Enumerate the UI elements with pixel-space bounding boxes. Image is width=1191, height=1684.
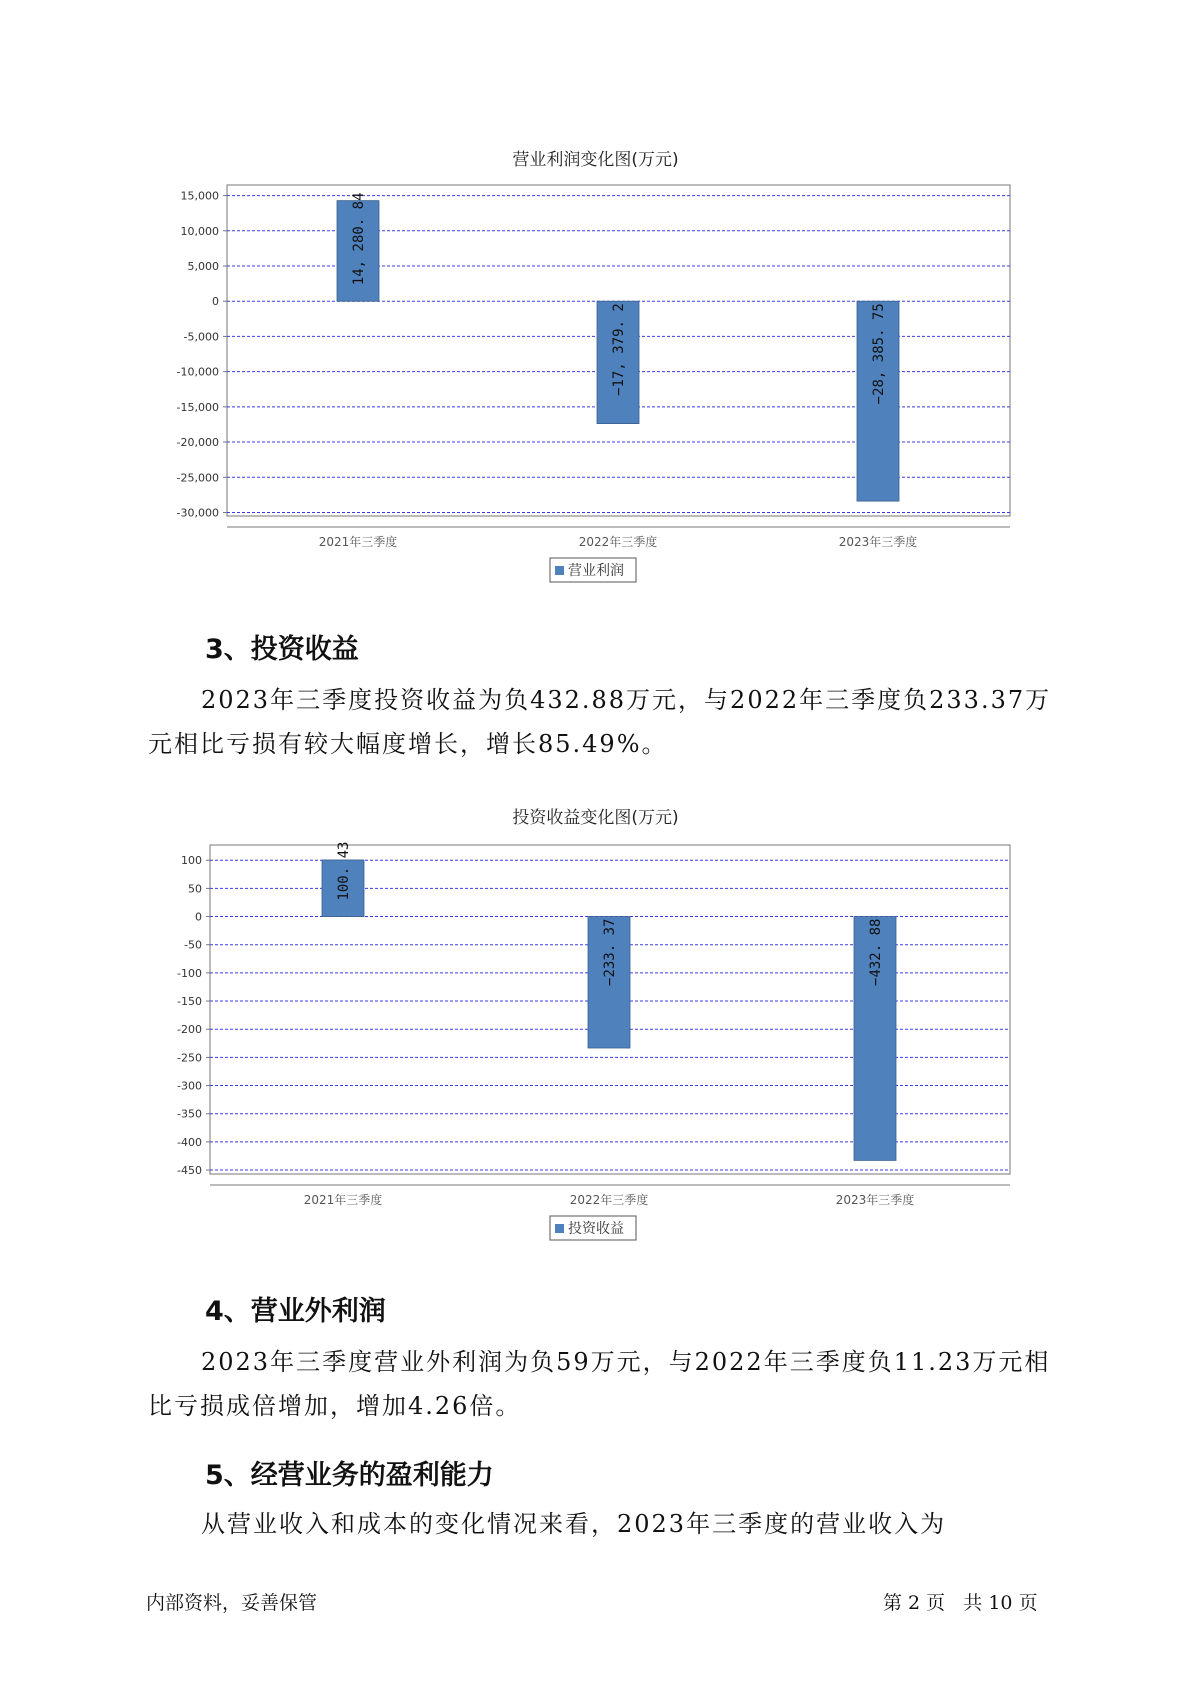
y-tick-label: -350	[177, 1107, 202, 1121]
y-tick-label: -5,000	[183, 330, 219, 344]
x-tick-label: 2023年三季度	[838, 535, 918, 549]
x-tick-label: 2022年三季度	[569, 1193, 649, 1207]
y-tick-label: -30,000	[176, 506, 219, 520]
y-tick-label: -20,000	[176, 436, 219, 450]
y-tick-label: 0	[195, 910, 202, 924]
y-tick-label: -300	[177, 1079, 202, 1093]
page-current: 2	[908, 1592, 921, 1614]
y-tick-label: 5,000	[187, 259, 219, 273]
operating-profit-chart	[0, 170, 1191, 590]
legend-swatch	[555, 1224, 564, 1233]
legend-swatch	[555, 566, 564, 575]
x-tick-label: 2021年三季度	[303, 1193, 383, 1207]
section4-paragraph: 2023年三季度营业外利润为负59万元，与2022年三季度负11.23万元相比亏损成倍增加，增加4.26倍。	[148, 1348, 1051, 1420]
section4-heading: 4、营业外利润	[205, 1296, 386, 1327]
bar-value-label: −432. 88	[868, 918, 884, 986]
y-tick-label: -25,000	[176, 471, 219, 485]
page-total: 10	[988, 1592, 1013, 1614]
bar-value-label: −233. 37	[602, 918, 618, 986]
x-tick-label: 2023年三季度	[835, 1193, 915, 1207]
page-suffix: 页	[1012, 1592, 1038, 1614]
y-tick-label: -150	[177, 995, 202, 1009]
investment-income-chart	[0, 828, 1191, 1248]
chart1-title: 营业利润变化图(万元)	[512, 150, 679, 170]
section5-heading: 5、经营业务的盈利能力	[205, 1460, 494, 1491]
footer-confidential-note: 内部资料，妥善保管	[146, 1592, 318, 1614]
footer-page-number	[883, 1588, 1038, 1615]
x-tick-label: 2022年三季度	[578, 535, 658, 549]
y-tick-label: -50	[184, 938, 202, 952]
y-tick-label: -400	[177, 1135, 202, 1149]
y-tick-label: -200	[177, 1023, 202, 1037]
chart2-title: 投资收益变化图(万元)	[512, 808, 679, 828]
bar-value-label: −28, 385. 75	[871, 303, 887, 405]
y-tick-label: 50	[188, 882, 202, 896]
bar-value-label: −17, 379. 2	[611, 303, 627, 396]
section3-heading: 3、投资收益	[205, 634, 359, 665]
y-tick-label: 10,000	[180, 224, 219, 238]
y-tick-label: 15,000	[180, 189, 219, 203]
x-tick-label: 2021年三季度	[318, 535, 398, 549]
legend-label: 营业利润	[568, 563, 624, 579]
page-mid: 页 共	[920, 1592, 989, 1614]
y-tick-label: 100	[181, 854, 202, 868]
y-tick-label: -100	[177, 966, 202, 980]
y-tick-label: -10,000	[176, 365, 219, 379]
y-tick-label: -450	[177, 1164, 202, 1178]
bar-value-label: 100. 43	[336, 841, 352, 901]
y-tick-label: 0	[212, 295, 219, 309]
page-prefix: 第	[883, 1592, 909, 1614]
y-tick-label: -250	[177, 1051, 202, 1065]
bar-value-label: 14, 280. 84	[351, 192, 367, 286]
y-tick-label: -15,000	[176, 400, 219, 414]
section3-paragraph: 2023年三季度投资收益为负432.88万元，与2022年三季度负233.37万元相比亏损有较大幅度增长，增长85.49%。	[148, 686, 1052, 758]
section5-paragraph: 从营业收入和成本的变化情况来看，2023年三季度的营业收入为	[201, 1510, 947, 1538]
legend-label: 投资收益	[568, 1221, 624, 1237]
